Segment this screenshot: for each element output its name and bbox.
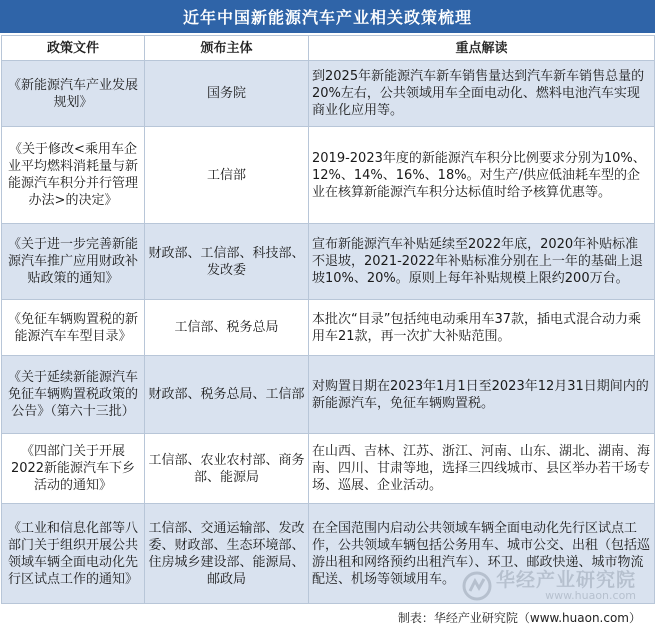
watermark-cn: 华经产业研究院 xyxy=(496,569,637,591)
cell-doc: 《免征车辆购置税的新能源汽车车型目录》 xyxy=(2,300,145,356)
source-footer: 制表：华经产业研究院（www.huaon.com） xyxy=(397,611,641,625)
policy-table xyxy=(1,35,655,604)
cell-issuer: 财政部、工信部、科技部、发改委 xyxy=(145,224,309,300)
header-issuer: 颁布主体 xyxy=(145,36,309,61)
cell-points: 在山西、吉林、江苏、浙江、河南、山东、湖北、湖南、海南、四川、甘肃等地，选择三四线城市、县区举办若干场专场、巡展、企业活动。 xyxy=(309,434,655,504)
cell-issuer: 工信部、税务总局 xyxy=(145,300,309,356)
cell-issuer: 工信部、交通运输部、发改委、财政部、生态环境部、住房城乡建设部、能源局、邮政局 xyxy=(145,504,309,604)
cell-issuer: 工信部、农业农村部、商务部、能源局 xyxy=(145,434,309,504)
cell-points: 对购置日期在2023年1月1日至2023年12月31日期间内的新能源汽车，免征车辆购置税。 xyxy=(309,356,655,434)
watermark-en: www.huaon.com xyxy=(545,589,637,602)
cell-doc: 《关于进一步完善新能源汽车推广应用财政补贴政策的通知》 xyxy=(2,224,145,300)
cell-issuer: 财政部、税务总局、工信部 xyxy=(145,356,309,434)
cell-points: 宣布新能源汽车补贴延续至2022年底，2020年补贴标准不退坡，2021-2022年补贴标准分别在上一年的基础上退坡10%、20%。原则上每年补贴规模上限约200万台。 xyxy=(309,224,655,300)
table-header-row xyxy=(2,36,655,61)
cell-points: 2019-2023年度的新能源汽车积分比例要求分别为10%、12%、14%、16%、18%。对生产/供应低油耗车型的企业在核算新能源汽车积分达标值时给予核算优惠等。 xyxy=(309,127,655,224)
page-title: 近年中国新能源汽车产业相关政策梳理 xyxy=(0,0,655,33)
table-row xyxy=(2,300,655,356)
cell-doc: 《关于修改<乘用车企业平均燃料消耗量与新能源汽车积分并行管理办法>的决定》 xyxy=(2,127,145,224)
cell-points: 到2025年新能源汽车新车销售量达到汽车新车销售总量的20%左右，公共领域用车全面电动化、燃料电池汽车实现商业化应用等。 xyxy=(309,61,655,127)
cell-issuer: 国务院 xyxy=(145,61,309,127)
watermark xyxy=(462,570,636,602)
table-row xyxy=(2,434,655,504)
cell-doc: 《新能源汽车产业发展规划》 xyxy=(2,61,145,127)
cell-doc: 《关于延续新能源汽车免征车辆购置税政策的公告》（第六十三批） xyxy=(2,356,145,434)
cell-doc: 《工业和信息化部等八部门关于组织开展公共领域车辆全面电动化先行区试点工作的通知》 xyxy=(2,504,145,604)
table-row xyxy=(2,127,655,224)
cell-doc: 《四部门关于开展2022新能源汽车下乡活动的通知》 xyxy=(2,434,145,504)
cell-points: 在全国范围内启动公共领域车辆全面电动化先行区试点工作，公共领域车辆包括公务用车、城市公交、出租（包括巡游出租和网络预约出租汽车）、环卫、邮政快递、城市物流配送、机场等领域用车。 xyxy=(309,504,655,604)
header-points: 重点解读 xyxy=(309,36,655,61)
table-row xyxy=(2,61,655,127)
cell-issuer: 工信部 xyxy=(145,127,309,224)
table-row xyxy=(2,224,655,300)
huajing-logo-icon xyxy=(462,571,492,601)
header-doc: 政策文件 xyxy=(2,36,145,61)
cell-points: 本批次“目录”包括纯电动乘用车37款，插电式混合动力乘用车21款，再一次扩大补贴范围。 xyxy=(309,300,655,356)
table-row xyxy=(2,356,655,434)
